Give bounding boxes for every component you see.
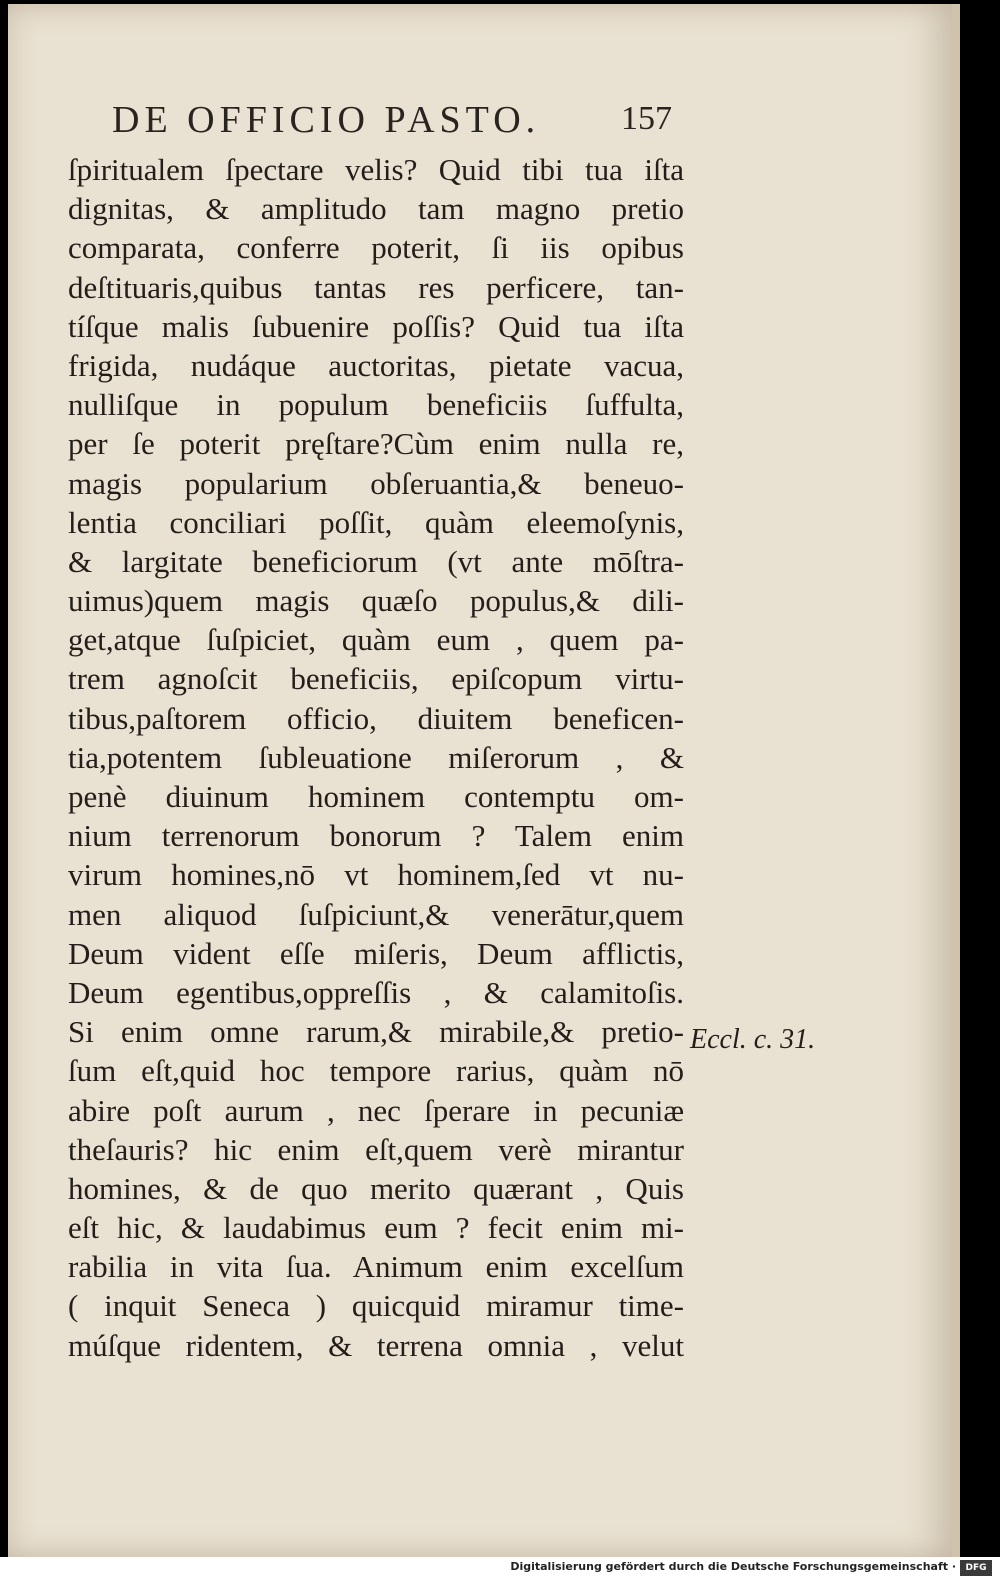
text-line: comparata, conferre poterit, ſi iis opibus xyxy=(68,230,684,266)
text-line: trem agnoſcit beneficiis, epiſcopum virtu- xyxy=(68,661,684,697)
body-text xyxy=(68,150,684,1365)
text-line: theſauris? hic enim eſt,quem verè mirantur xyxy=(68,1131,684,1167)
text-line: get,atque ſuſpiciet, quàm eum , quem pa- xyxy=(68,622,684,658)
text-line: penè diuinum hominem contemptu om- xyxy=(68,779,684,814)
text-line: magis popularium obſeruantia,& beneuo- xyxy=(68,465,684,501)
text-line: Deum egentibus,oppreſſis , & calamitoſis. xyxy=(68,974,684,1010)
text-line: per ſe poterit pręſtare?Cùm enim nulla re, xyxy=(68,426,684,462)
text-line: men aliquod ſuſpiciunt,& venerātur,quem xyxy=(68,896,684,932)
text-line: Si enim omne rarum,& mirabile,& pretio- xyxy=(68,1014,684,1050)
text-line: ſum eſt,quid hoc tempore rarius, quàm nō xyxy=(68,1053,684,1089)
page-number: 157 xyxy=(621,100,672,137)
footer-bar xyxy=(0,1557,1000,1580)
text-line: & largitate beneficiorum (vt ante mōſtra- xyxy=(68,543,684,579)
dfg-logo-icon: DFG xyxy=(960,1560,992,1576)
text-line: frigida, nudáque auctoritas, pietate vacua, xyxy=(68,347,684,383)
text-line: dignitas, & amplitudo tam magno pretio xyxy=(68,191,684,227)
text-line: uimus)quem magis quæſo populus,& dili- xyxy=(68,583,684,619)
text-line: abire poſt aurum , nec ſperare in pecuniæ xyxy=(68,1092,684,1128)
text-line: tibus,paſtorem officio, diuitem beneficen- xyxy=(68,700,684,736)
text-line: homines, & de quo merito quærant , Quis xyxy=(68,1170,684,1206)
text-line: ( inquit Seneca ) quicquid miramur time- xyxy=(68,1288,684,1324)
digitization-credit: Digitalisierung gefördert durch die Deutsche Forschungsgemeinschaft · xyxy=(510,1560,956,1573)
text-line: ſpiritualem ſpectare velis? Quid tibi tua iſta xyxy=(68,152,684,187)
text-line: tia,potentem ſubleuatione miſerorum , & xyxy=(68,739,684,775)
text-line: múſque ridentem, & terrena omnia , velut xyxy=(68,1327,684,1363)
text-line: eſt hic, & laudabimus eum ? fecit enim mi- xyxy=(68,1210,684,1246)
running-head: DE OFFICIO PASTO. xyxy=(112,99,541,141)
page-edge xyxy=(952,4,960,1557)
text-line: lentia conciliari poſſit, quàm eleemoſynis, xyxy=(68,504,684,540)
page-header xyxy=(112,98,672,144)
text-line: virum homines,nō vt hominem,ſed vt nu- xyxy=(68,857,684,893)
text-line: deſtituaris,quibus tantas res perficere, tan- xyxy=(68,269,684,305)
text-line: nulliſque in populum beneficiis ſuffulta, xyxy=(68,387,684,423)
text-line: nium terrenorum bonorum ? Talem enim xyxy=(68,818,684,854)
margin-note: Eccl. c. 31. xyxy=(690,1024,816,1055)
text-line: rabilia in vita ſua. Animum enim excelſum xyxy=(68,1249,684,1285)
text-line: Deum vident eſſe miſeris, Deum afflictis, xyxy=(68,935,684,971)
text-line: tíſque malis ſubuenire poſſis? Quid tua iſta xyxy=(68,308,684,344)
